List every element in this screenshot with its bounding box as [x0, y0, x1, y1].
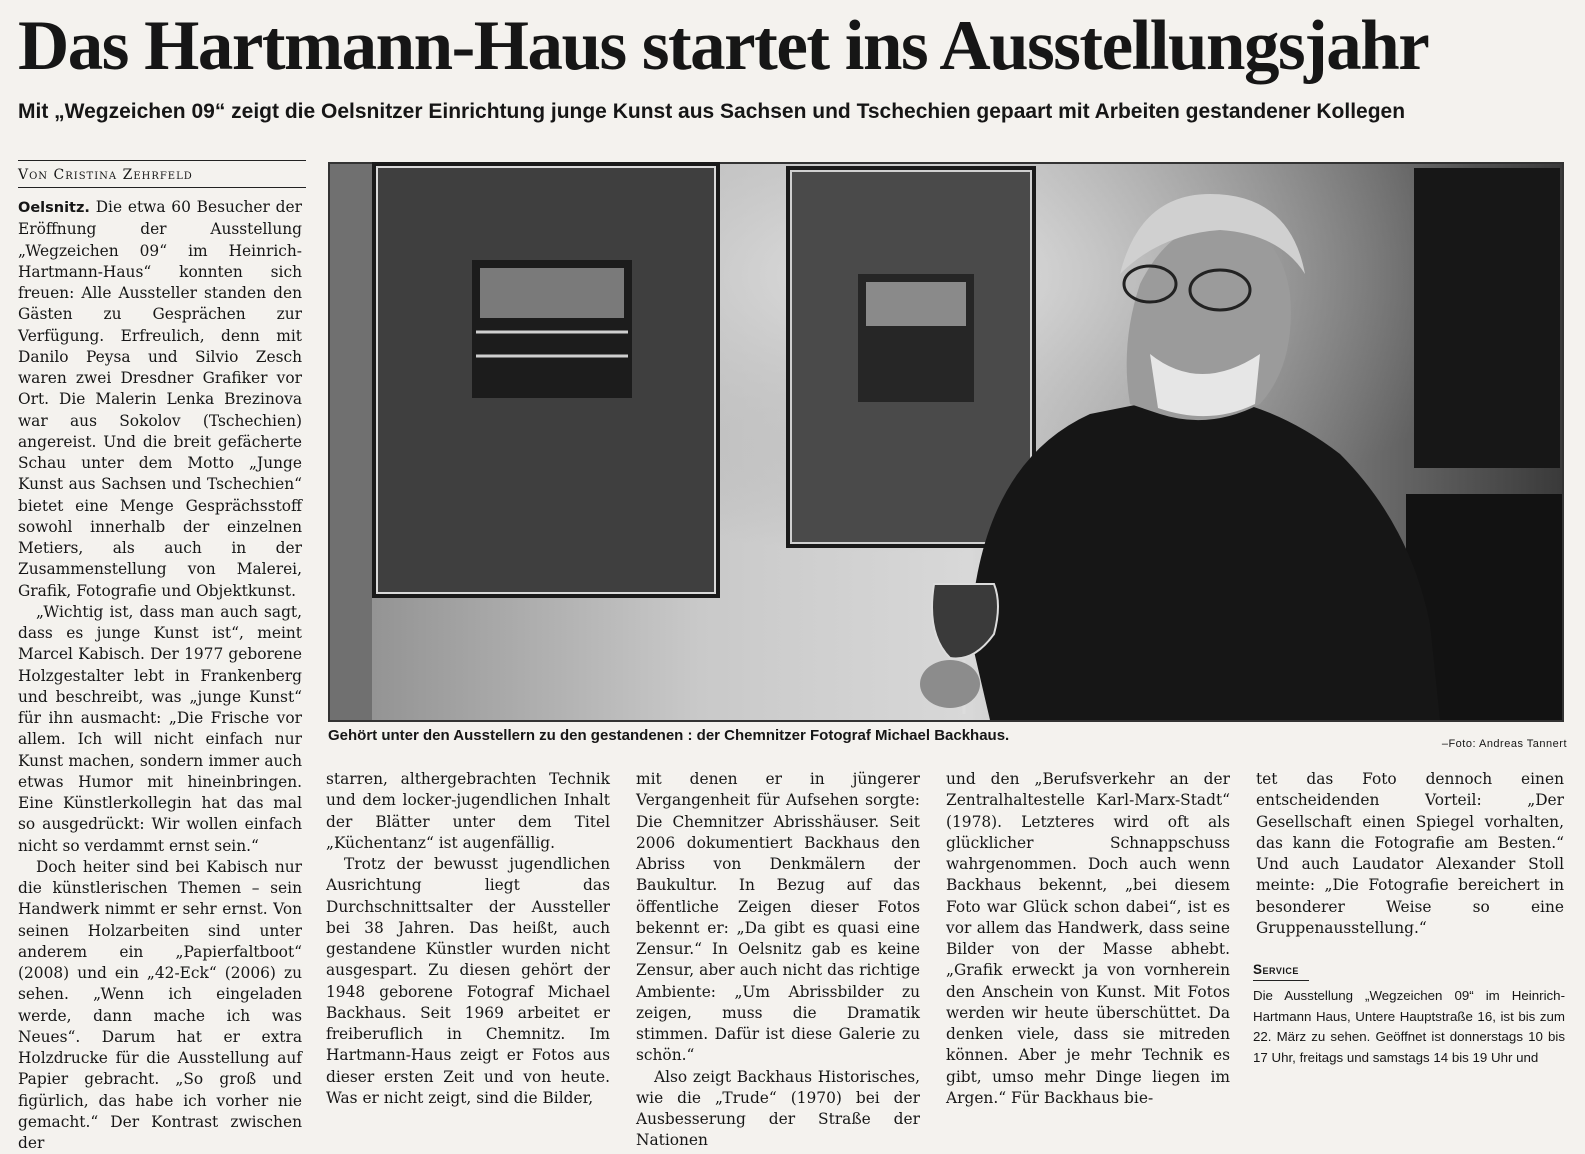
- column-1-paragraph-3: Doch heiter sind bei Kabisch nur die künstlerischen Themen – sein Handwerk nimmt er sehr ernst. Von seinen Holzarbeiten sind unter anderem ein „Papierfaltboot“ (2008) und ein „42-Eck“ (2006) zu sehen. „Wenn ich eingeladen werde, dann mache ich was Neues“. Darum hat er extra Holzdrucke für die Ausstellung auf Papier gebracht. „So groß und figürlich, das habe ich vorher nie gemacht.“ Der Kontrast zwischen der: [18, 857, 302, 1152]
- service-heading: Service: [1253, 962, 1299, 977]
- photo-image: [330, 164, 1562, 720]
- byline: Von Cristina Zehrfeld: [18, 167, 193, 183]
- article-column-4: [946, 769, 1230, 1107]
- byline-rule-top: [18, 160, 306, 161]
- article-column-1: [18, 197, 302, 1152]
- dark-window: [1414, 168, 1560, 468]
- dateline: Oelsnitz.: [18, 200, 90, 216]
- service-text: Die Ausstellung „Wegzeichen 09“ im Heinrich-Hartmann Haus, Untere Hauptstraße 16, ist bis zum 22. März zu sehen. Geöffnet ist donnerstags 10 bis 17 Uhr, freitags und samstags 14 bis 19 Uhr und: [1253, 988, 1565, 1065]
- column-5-paragraph-1: tet das Foto dennoch einen entscheidenden Vorteil: „Der Gesellschaft einen Spiegel vorhalten, das kann die Fotografie am Besten.“ Und auch Laudator Alexander Stoll meinte: „Die Fotografie bereichert in besonderer Weise so eine Gruppenausstellung.“: [1256, 770, 1564, 937]
- photo-credit: –Foto: Andreas Tannert: [1441, 738, 1567, 750]
- photo-caption: Gehört unter den Ausstellern zu den gestandenen : der Chemnitzer Fotograf Michael Backhaus.: [328, 727, 1010, 744]
- column-3-paragraph-2: Also zeigt Backhaus Historisches, wie die „Trude“ (1970) bei der Ausbesserung der Straße der Nationen: [636, 1067, 920, 1150]
- column-4-paragraph-1: und den „Berufsverkehr an der Zentralhaltestelle Karl-Marx-Stadt“ (1978). Letzteres wird oft als glücklicher Schnappschuss wahrgenommen. Doch auch wenn Backhaus bekennt, „bei diesem Foto war Glück schon dabei“, ist es vor allem das Handwerk, dass seine Bilder von der Masse abhebt. „Grafik erweckt ja von vornherein den Anschein von Kunst. Mit Fotos werden wir heute überschüttet. Da denken viele, dass sie mitreden können. Aber je mehr Technik es gibt, umso mehr Dinge liegen im Argen.“ Für Backhaus bie-: [946, 770, 1230, 1107]
- wall-shadow-left: [330, 164, 372, 720]
- article-photo: [328, 162, 1564, 722]
- framed-photo-left-detail: [480, 268, 624, 318]
- column-2-paragraph-1: starren, althergebrachten Technik und dem locker-jugendlichen Inhalt der Blätter unter dem Titel „Küchentanz“ ist augenfällig.: [326, 770, 610, 852]
- column-1-paragraph-2: „Wichtig ist, dass man auch sagt, dass es junge Kunst ist“, meint Marcel Kabisch. Der 1977 geborene Holzgestalter lebt in Frankenberg und beschreibt, was „junge Kunst“ für ihn ausmacht: „Die Frische vor allem. Ich will nicht einfach nur Kunst machen, sondern immer auch etwas Humor mit hineinbringen. Eine Künstlerkollegin hat das mal so ausgedrückt: Wir wollen einfach nicht so verdammt ernst sein.“: [18, 602, 302, 855]
- framed-photo-right-detail: [866, 282, 966, 326]
- hand: [920, 660, 980, 708]
- article-column-5: [1256, 769, 1564, 949]
- column-3-paragraph-1: mit denen er in jüngerer Vergangenheit für Aufsehen sorgte: Die Chemnitzer Abrisshäuser. Seit 2006 dokumentiert Backhaus den Abriss von Denkmälern der Baukultur. In Bezug auf das öffentliche Zeigen dieser Fotos bekennt er: „Da gibt es quasi eine Zensur.“ In Oelsnitz gab es keine Zensur, aber auch nicht das richtige Ambiente: „Um Abrissbilder zu zeigen, muss die Dramatik stimmen. Dafür ist diese Galerie zu schön.“: [636, 770, 920, 1065]
- column-1-paragraph-1: [18, 197, 302, 602]
- article-column-3: [636, 769, 920, 1150]
- service-heading-underline: [1253, 980, 1309, 981]
- byline-rule-bottom: [18, 187, 306, 188]
- subheadline: Mit „Wegzeichen 09“ zeigt die Oelsnitzer Einrichtung junge Kunst aus Sachsen und Tschechien gepaart mit Arbeiten gestandener Kollegen: [18, 100, 1406, 123]
- paragraph-text: Die etwa 60 Besucher der Eröffnung der Ausstellung „Wegzeichen 09“ im Heinrich-Hartmann-Haus“ konnten sich freuen: Alle Aussteller standen den Gästen zu Gesprächen zur Verfügung. Erfreulich, denn mit Danilo Peysa und Silvio Zesch waren zwei Dresdner Grafiker vor Ort. Die Malerin Lenka Brezinova war aus Sokolov (Tschechien) angereist. Und die breit gefächerte Schau unter dem Motto „Junge Kunst aus Sachsen und Tschechien“ bietet eine Menge Gesprächsstoff sowohl innerhalb der einzelnen Metiers, als auch in der Zusammenstellung von Malerei, Grafik, Fotografie und Objektkunst.: [18, 198, 302, 600]
- article-column-2: [326, 769, 610, 1107]
- headline: Das Hartmann-Haus startet ins Ausstellungsjahr: [18, 7, 1429, 85]
- column-2-paragraph-2: Trotz der bewusst jugendlichen Ausrichtung liegt das Durchschnittsalter der Aussteller bei 38 Jahren. Das heißt, auch gestandene Künstler wurden nicht ausgespart. Zu diesen gehört der 1948 geborene Fotograf Michael Backhaus. Seit 1969 arbeitet er freiberuflich in Chemnitz. Im Hartmann-Haus zeigt er Fotos aus dieser ersten Zeit und von heute. Was er nicht zeigt, sind die Bilder,: [326, 855, 610, 1107]
